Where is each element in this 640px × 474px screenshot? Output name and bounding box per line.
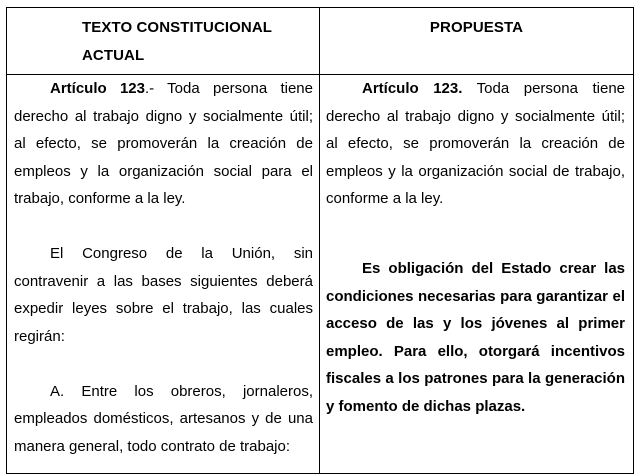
proposal-article-paragraph	[326, 75, 625, 213]
paragraph-gap	[326, 213, 625, 241]
proposal-article-text: Toda persona tiene derecho al trabajo digno y socialmente útil; al efecto, se promoverán la creación de empleos y la organización social de trabajo, conforme a la ley.	[326, 80, 625, 207]
current-article-text: .- Toda persona tiene derecho al trabajo digno y socialmente útil; al efecto, se promoverán la creación de empleos y la organización social para el trabajo, conforme a la ley.	[14, 80, 313, 207]
current-article-paragraph	[14, 75, 313, 213]
paragraph-gap	[14, 350, 313, 378]
header-current-text: TEXTO CONSTITUCIONAL ACTUAL	[82, 19, 272, 64]
current-text-content	[7, 75, 319, 460]
comparison-table	[6, 7, 634, 474]
current-article-label: Artículo 123	[50, 80, 145, 97]
proposal-article-label: Artículo 123.	[362, 80, 463, 97]
table-header-row	[7, 8, 634, 75]
current-congress-paragraph: El Congreso de la Unión, sin contravenir a las bases siguientes deberá expedir leyes sobre el trabajo, las cuales regirán:	[14, 245, 313, 345]
header-cell-current-text	[7, 8, 320, 75]
header-proposal: PROPUESTA	[429, 19, 524, 36]
header-cell-proposal	[320, 8, 634, 75]
proposal-cell	[320, 75, 634, 474]
current-section-a-paragraph: A. Entre los obreros, jornaleros, empleados domésticos, artesanos y de una manera general, todo contrato de trabajo:	[14, 382, 313, 455]
paragraph-gap	[14, 213, 313, 241]
proposal-new-paragraph: Es obligación del Estado crear las condiciones necesarias para garantizar el acceso de las y los jóvenes al primer empleo. Para ello, otorgará incentivos fiscales a los patrones para la generación y fomento de dichas plazas.	[326, 260, 625, 415]
current-text-cell	[7, 75, 320, 474]
proposal-content	[320, 75, 633, 420]
table-body-row	[7, 75, 634, 474]
